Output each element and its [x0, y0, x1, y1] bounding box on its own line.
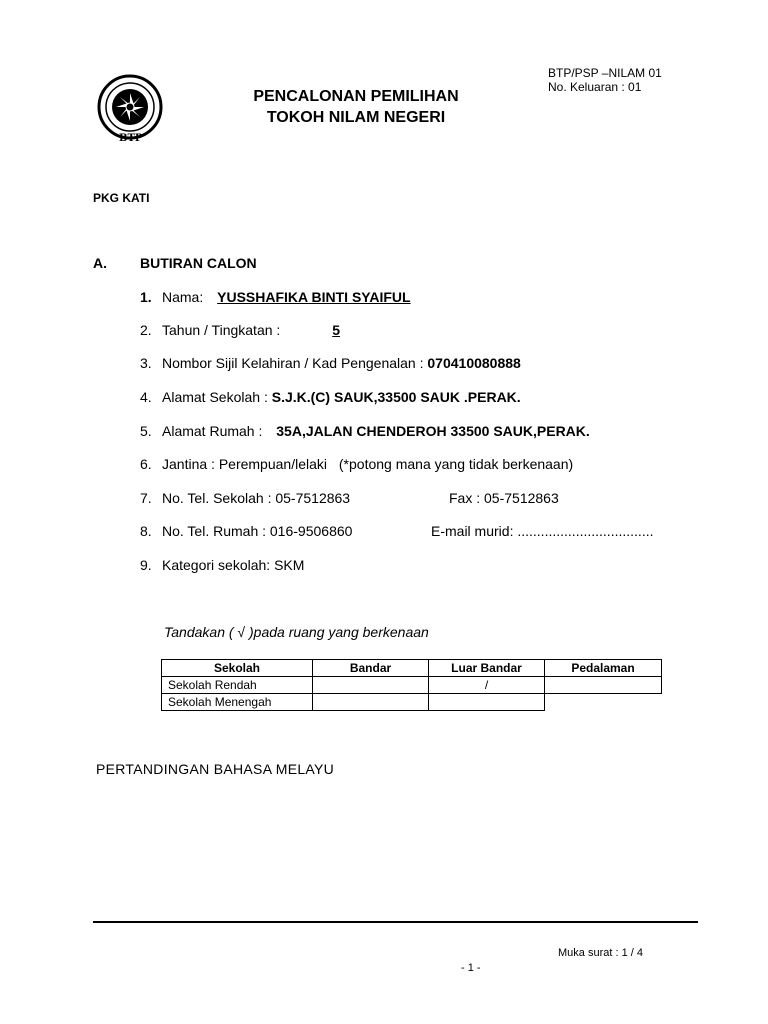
- issue-number: No. Keluaran : 01: [548, 80, 642, 94]
- btp-logo: [97, 74, 165, 150]
- candidate-name-value: YUSSHAFIKA BINTI SYAIFUL: [217, 289, 411, 305]
- table-cell[interactable]: [313, 677, 429, 694]
- field-number: 2.: [140, 322, 152, 338]
- field-label: Nombor Sijil Kelahiran / Kad Pengenalan :: [162, 355, 428, 371]
- field-number: 5.: [140, 423, 152, 439]
- email-field: E-mail murid: ...................................: [431, 523, 654, 539]
- field-number: 9.: [140, 557, 152, 573]
- field-gender: [140, 456, 573, 472]
- field-label: Kategori sekolah: SKM: [162, 557, 305, 573]
- table-row: [162, 677, 662, 694]
- form-title: [200, 86, 512, 128]
- field-label: Jantina : Perempuan/lelaki: [162, 456, 327, 472]
- school-category-table: [161, 659, 662, 711]
- logo-text: BTP: [119, 133, 143, 144]
- field-number: 1.: [140, 289, 152, 305]
- field-name: [140, 289, 411, 305]
- fax-number: Fax : 05-7512863: [449, 490, 559, 506]
- field-label: Alamat Sekolah :: [162, 389, 272, 405]
- field-number: 7.: [140, 490, 152, 506]
- table-cell: Sekolah Rendah: [162, 677, 313, 694]
- field-school-category: [140, 557, 304, 573]
- column-header: Pedalaman: [545, 660, 662, 677]
- table-cell[interactable]: [313, 694, 429, 711]
- page-count: Muka surat : 1 / 4: [558, 947, 643, 959]
- field-home-address: [140, 423, 590, 439]
- table-cell-checkmark[interactable]: /: [429, 677, 545, 694]
- table-row: [162, 694, 662, 711]
- school-address-value: S.J.K.(C) SAUK,33500 SAUK .PERAK.: [271, 389, 521, 405]
- gender-note: (*potong mana yang tidak berkenaan): [338, 456, 574, 472]
- document-code: BTP/PSP –NILAM 01: [548, 66, 662, 80]
- field-label: No. Tel. Rumah : 016-9506860: [162, 523, 353, 539]
- school-group-label: PKG KATI: [93, 191, 150, 205]
- competition-title: PERTANDINGAN BAHASA MELAYU: [96, 761, 335, 777]
- field-number: 6.: [140, 456, 152, 472]
- field-year-form: [140, 322, 340, 338]
- table-cell-empty: [545, 694, 662, 711]
- section-letter: A.: [93, 255, 107, 271]
- field-number: 3.: [140, 355, 152, 371]
- form-title-line2: TOKOH NILAM NEGERI: [266, 109, 446, 126]
- column-header: Sekolah: [162, 660, 313, 677]
- field-number: 8.: [140, 523, 152, 539]
- form-title-line1: PENCALONAN PEMILIHAN: [253, 88, 459, 105]
- column-header: Luar Bandar: [429, 660, 545, 677]
- footer-divider: [93, 921, 698, 923]
- table-header-row: [162, 660, 662, 677]
- field-id-number: [140, 355, 521, 371]
- field-school-phone: [140, 490, 350, 506]
- home-address-value: 35A,JALAN CHENDEROH 33500 SAUK,PERAK.: [276, 423, 590, 439]
- table-instruction: Tandakan ( √ )pada ruang yang berkenaan: [164, 624, 429, 640]
- field-label: Tahun / Tingkatan :: [162, 322, 281, 338]
- field-home-phone: [140, 523, 352, 539]
- id-number-value: 070410080888: [427, 355, 521, 371]
- document-code-block: [548, 66, 662, 94]
- field-label: Alamat Rumah :: [162, 423, 263, 439]
- field-label: Nama:: [162, 289, 204, 305]
- field-number: 4.: [140, 389, 152, 405]
- page-number: - 1 -: [461, 962, 481, 974]
- field-label: No. Tel. Sekolah : 05-7512863: [162, 490, 351, 506]
- table-cell: Sekolah Menengah: [162, 694, 313, 711]
- field-school-address: [140, 389, 521, 405]
- table-cell[interactable]: [545, 677, 662, 694]
- year-form-value: 5: [332, 322, 340, 338]
- column-header: Bandar: [313, 660, 429, 677]
- table-cell[interactable]: [429, 694, 545, 711]
- section-title: BUTIRAN CALON: [140, 255, 257, 271]
